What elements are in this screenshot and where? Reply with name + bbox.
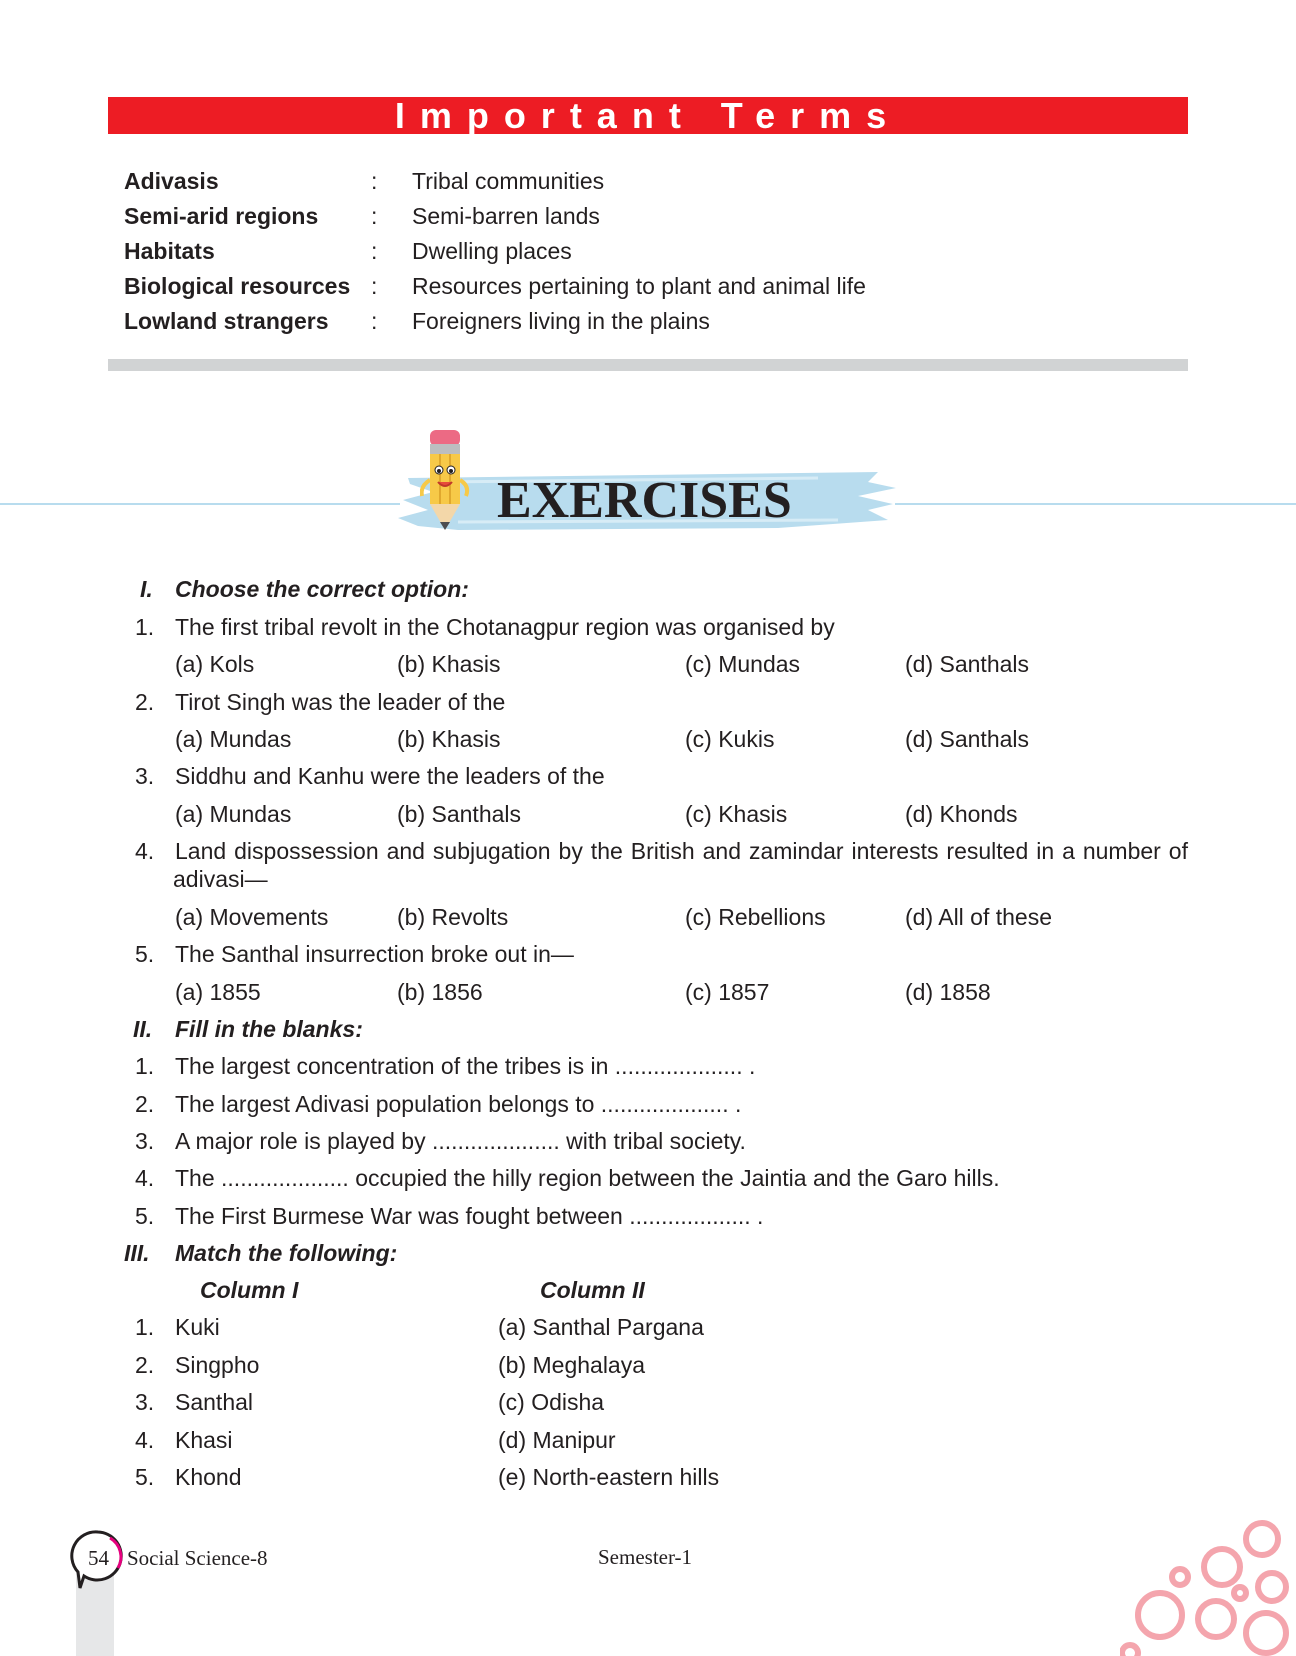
match-number: 5.: [135, 1464, 155, 1490]
book-title: Social Science-8: [127, 1546, 268, 1570]
section-number: [140, 574, 153, 604]
term-row: [124, 199, 1124, 234]
blank-text: The largest Adivasi population belongs to .................... .: [175, 1091, 742, 1117]
section-number-label: I.: [140, 576, 153, 602]
question-number: 1.: [135, 614, 155, 640]
blank-text: A major role is played by .................... with tribal society.: [175, 1128, 746, 1154]
section-number-label: II.: [133, 1016, 153, 1042]
option-a: (a) Kols: [175, 651, 255, 677]
blank-text: The First Burmese War was fought between ................... .: [175, 1203, 764, 1229]
option-a: (a) Mundas: [175, 726, 292, 752]
decorative-bubbles-icon: [1120, 1515, 1296, 1656]
match-right: (e) North-eastern hills: [498, 1464, 720, 1490]
terms-list: [124, 164, 1124, 339]
question-text: Land dispossession and subjugation by the British and zamindar interests resulted in a number of: [175, 838, 1188, 864]
question-text: Tirot Singh was the leader of the: [175, 689, 506, 715]
question-text: The Santhal insurrection broke out in—: [175, 941, 574, 967]
match-left: Khond: [175, 1464, 242, 1490]
option-b: (b) Santhals: [397, 801, 522, 827]
exercises-title: EXERCISES: [497, 472, 792, 529]
section-divider-bar: [108, 359, 1188, 371]
term-separator: :: [371, 168, 378, 194]
option-d: (d) Santhals: [905, 726, 1030, 752]
option-c: (c) Kukis: [685, 726, 775, 752]
term-row: [124, 304, 1124, 339]
term-definition: Semi-barren lands: [412, 203, 600, 229]
section-title: Choose the correct option:: [175, 576, 469, 602]
semester-label: Semester-1: [598, 1545, 693, 1569]
option-c: (c) Mundas: [685, 651, 801, 677]
option-b: (b) Revolts: [397, 904, 509, 930]
term-row: [124, 164, 1124, 199]
header-rule-left: [0, 503, 400, 505]
match-number: 4.: [135, 1427, 155, 1453]
match-number: 1.: [135, 1314, 155, 1340]
column-2-heading: Column II: [540, 1277, 645, 1303]
term-row: [124, 269, 1124, 304]
section-title: Fill in the blanks:: [175, 1016, 363, 1042]
blank-text: The .................... occupied the hilly region between the Jaintia and the Garo hills.: [175, 1165, 1000, 1191]
blank-text: The largest concentration of the tribes is in .................... .: [175, 1053, 756, 1079]
blank-number: 4.: [135, 1165, 155, 1191]
term-name: Habitats: [124, 238, 215, 264]
pencil-mascot-icon: [420, 430, 470, 536]
term-name: Lowland strangers: [124, 308, 329, 334]
term-name: Adivasis: [124, 168, 219, 194]
option-c: (c) 1857: [685, 979, 770, 1005]
section-title: Match the following:: [175, 1240, 398, 1266]
match-right: (d) Manipur: [498, 1427, 616, 1453]
match-left: Kuki: [175, 1314, 220, 1340]
section-number-label: III.: [124, 1240, 150, 1266]
match-right: (b) Meghalaya: [498, 1352, 646, 1378]
match-number: 2.: [135, 1352, 155, 1378]
option-b: (b) Khasis: [397, 651, 501, 677]
term-separator: :: [371, 203, 378, 229]
match-right: (a) Santhal Pargana: [498, 1314, 704, 1340]
question-number: 5.: [135, 941, 155, 967]
option-b: (b) Khasis: [397, 726, 501, 752]
term-definition: Dwelling places: [412, 238, 572, 264]
question-text-continued: adivasi—: [173, 866, 268, 892]
option-d: (d) 1858: [905, 979, 991, 1005]
term-row: [124, 234, 1124, 269]
important-terms-banner: Important Terms: [108, 97, 1188, 134]
option-a: (a) 1855: [175, 979, 261, 1005]
term-definition: Foreigners living in the plains: [412, 308, 710, 334]
term-separator: :: [371, 308, 378, 334]
match-left: Singpho: [175, 1352, 260, 1378]
page-number: 54: [88, 1546, 109, 1570]
option-c: (c) Rebellions: [685, 904, 826, 930]
question-number: 2.: [135, 689, 155, 715]
question-text: The first tribal revolt in the Chotanagpur region was organised by: [175, 614, 835, 640]
option-a: (a) Movements: [175, 904, 329, 930]
option-c: (c) Khasis: [685, 801, 788, 827]
question-text: Siddhu and Kanhu were the leaders of the: [175, 763, 605, 789]
blank-number: 5.: [135, 1203, 155, 1229]
option-b: (b) 1856: [397, 979, 483, 1005]
option-d: (d) Khonds: [905, 801, 1018, 827]
blank-number: 3.: [135, 1128, 155, 1154]
option-d: (d) All of these: [905, 904, 1053, 930]
term-separator: :: [371, 238, 378, 264]
term-name: Biological resources: [124, 273, 351, 299]
blank-number: 1.: [135, 1053, 155, 1079]
option-a: (a) Mundas: [175, 801, 292, 827]
match-left: Santhal: [175, 1389, 254, 1415]
match-left: Khasi: [175, 1427, 233, 1453]
match-right: (c) Odisha: [498, 1389, 605, 1415]
term-separator: :: [371, 273, 378, 299]
term-definition: Tribal communities: [412, 168, 605, 194]
question-number: 3.: [135, 763, 155, 789]
header-rule-right: [895, 503, 1296, 505]
term-definition: Resources pertaining to plant and animal life: [412, 273, 866, 299]
column-1-heading: Column I: [200, 1277, 299, 1303]
question-number: 4.: [135, 838, 155, 864]
option-d: (d) Santhals: [905, 651, 1030, 677]
match-number: 3.: [135, 1389, 155, 1415]
blank-number: 2.: [135, 1091, 155, 1117]
term-name: Semi-arid regions: [124, 203, 319, 229]
